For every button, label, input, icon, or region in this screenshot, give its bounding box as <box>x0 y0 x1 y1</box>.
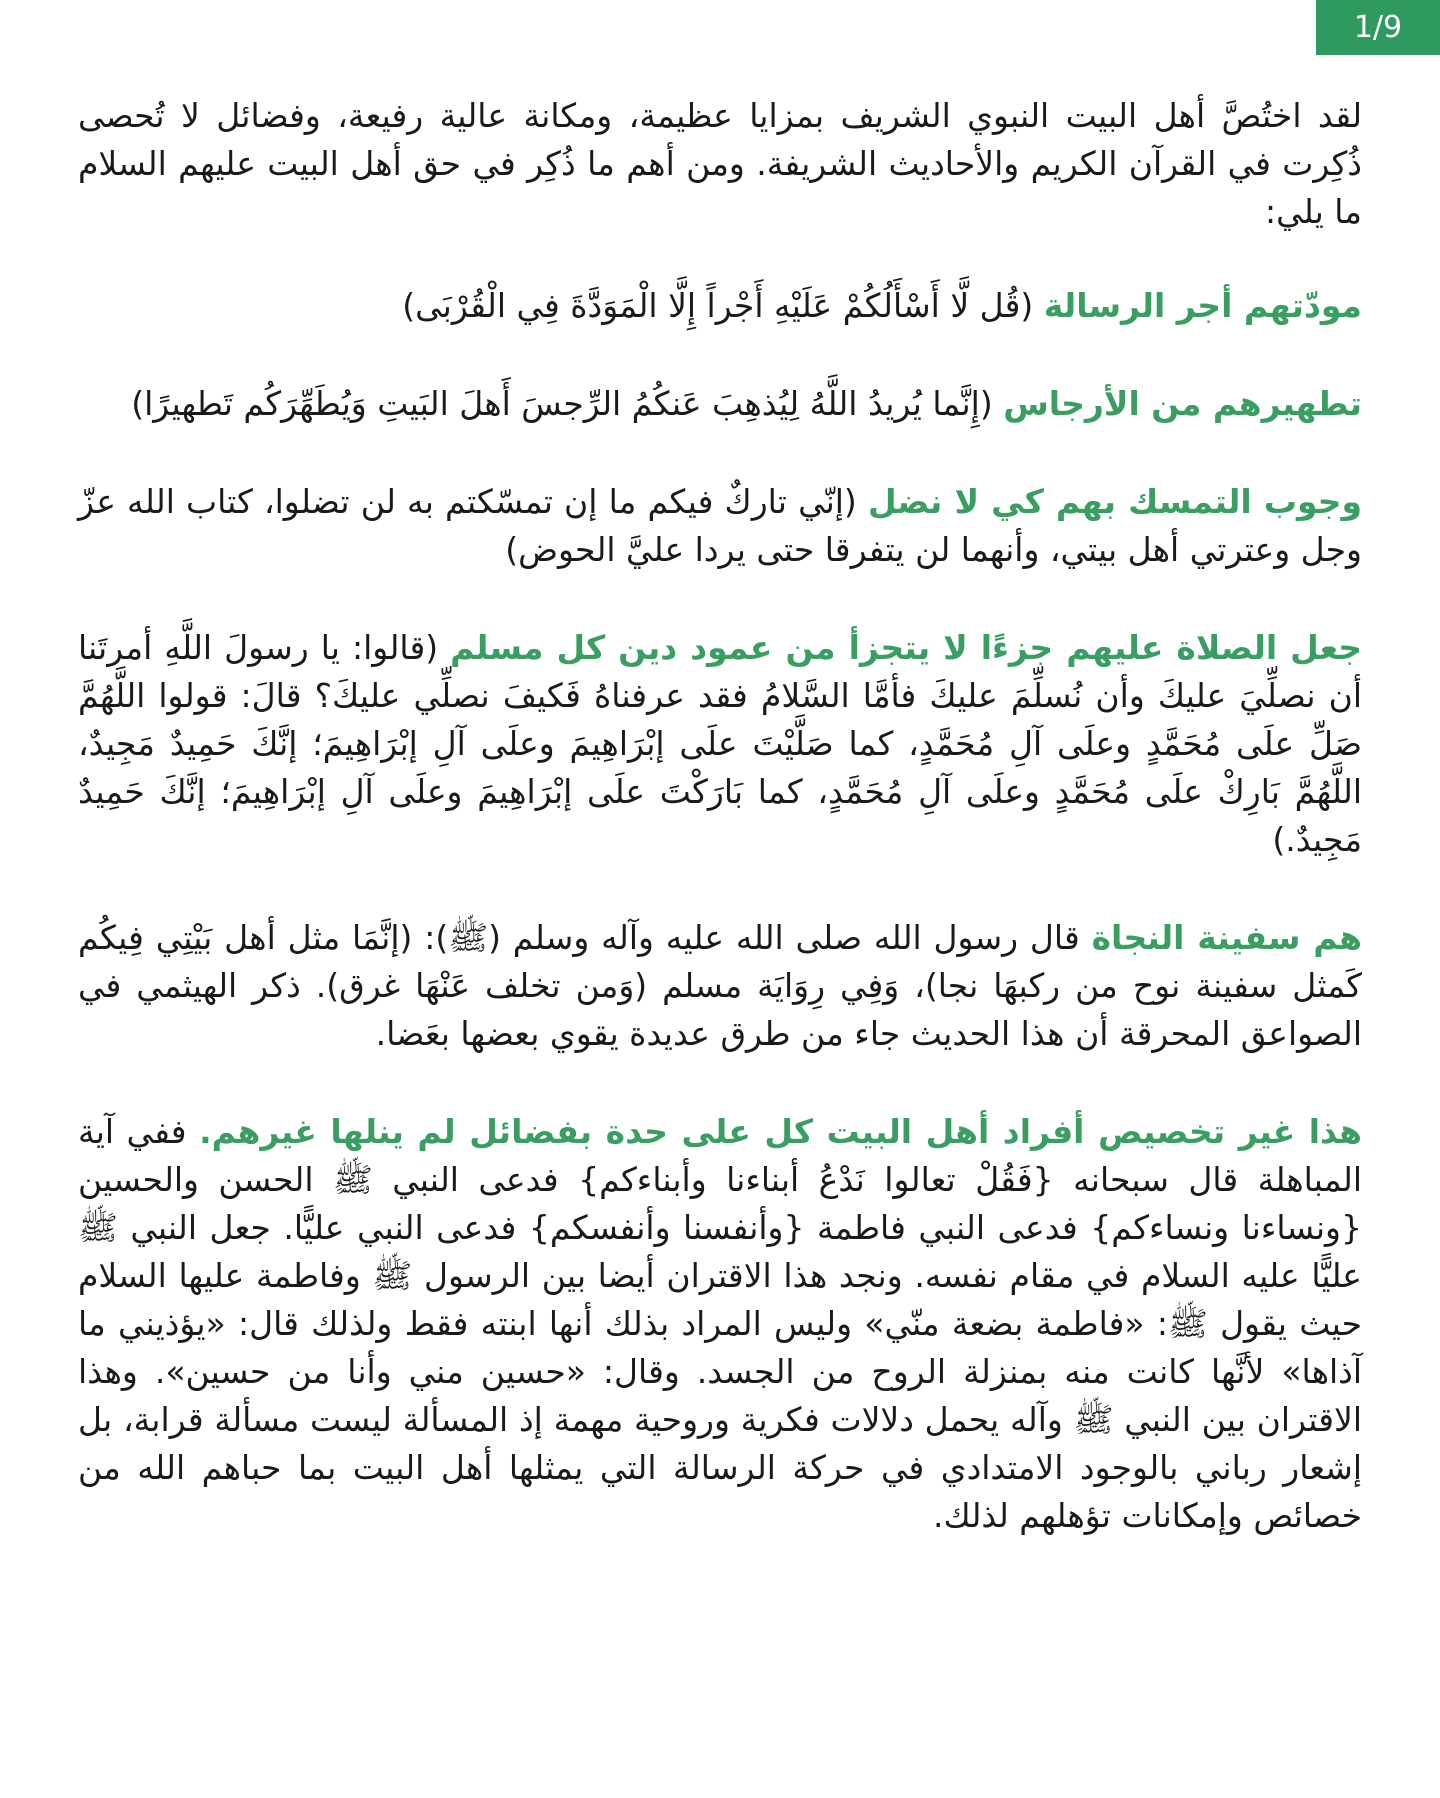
page-indicator-badge: 1/9 <box>1316 0 1440 55</box>
section-safina <box>78 914 1362 1058</box>
document-body <box>78 92 1362 1590</box>
section-heading: تطهيرهم من الأرجاس <box>1003 384 1362 423</box>
section-body: (إِنَّما يُريدُ اللَّهُ لِيُذهِبَ عَنكُمُ الرِّجسَ أَهلَ البَيتِ وَيُطَهِّرَكُم تَطهيرًا) <box>131 384 1004 423</box>
section-tatheer <box>78 380 1362 428</box>
section-body: ففي آية المباهلة قال سبحانه {فَقُلْ تعالوا نَدْعُ أبناءنا وأبناءكم} فدعى النبي ﷺ الحسن والحسين {ونساءنا ونساءكم} فدعى النبي فاطمة {وأنفسنا وأنفسكم} فدعى النبي عليًّا. جعل النبي ﷺ عليًّا عليه السلام في مقام نفسه. ونجد هذا الاقتران أيضا بين الرسول ﷺ وفاطمة عليها السلام حيث يقول ﷺ: «فاطمة بضعة منّي» وليس المراد بذلك أنها ابنته فقط ولذلك قال: «يؤذيني ما آذاها» لأنَّها كانت منه بمنزلة الروح من الجسد. وقال: «حسين مني وأنا من حسين». وهذا الاقتران بين النبي ﷺ وآله يحمل دلالات فكرية وروحية مهمة إذ المسألة ليست مسألة قرابة، بل إشعار رباني بالوجود الامتدادي في حركة الرسالة التي يمثلها أهل البيت بما حباهم الله من خصائص وإمكانات تؤهلهم لذلك. <box>78 1112 1362 1535</box>
section-mawadda <box>78 282 1362 330</box>
section-tamassuk <box>78 478 1362 574</box>
section-heading: وجوب التمسك بهم كي لا نضل <box>867 482 1363 521</box>
section-body: (قالوا: يا رسولَ اللَّهِ أمرتَنا أن نصلِّيَ عليكَ وأن نُسلِّمَ عليكَ فأمَّا السَّلامُ فقد عرفناهُ فَكيفَ نصلِّي عليكَ؟ قالَ: قولوا اللَّهُمَّ صَلِّ علَى مُحَمَّدٍ وعلَى آلِ مُحَمَّدٍ، كما صَلَّيْتَ علَى إبْرَاهِيمَ وعلَى آلِ إبْرَاهِيمَ؛ إنَّكَ حَمِيدٌ مَجِيدٌ، اللَّهُمَّ بَارِكْ علَى مُحَمَّدٍ وعلَى آلِ مُحَمَّدٍ، كما بَارَكْتَ علَى إبْرَاهِيمَ وعلَى آلِ إبْرَاهِيمَ؛ إنَّكَ حَمِيدٌ مَجِيدٌ.) <box>78 628 1362 859</box>
section-heading: هذا غير تخصيص أفراد أهل البيت كل على حدة بفضائل لم ينلها غيرهم. <box>199 1112 1363 1151</box>
section-body: قال رسول الله صلى الله عليه وآله وسلم (ﷺ): (إنَّمَا مثل أهل بَيْتِي فِيكُم كَمثل سفينة نوح من ركبهَا نجا)، وَفِي رِوَايَة مسلم (وَمن تخلف عَنْهَا غرق). ذكر الهيثمي في الصواعق المحرقة أن هذا الحديث جاء من طرق عديدة يقوي بعضها بعَضا. <box>78 918 1362 1053</box>
section-heading: هم سفينة النجاة <box>1091 918 1362 957</box>
section-heading: مودّتهم أجر الرسالة <box>1043 286 1362 325</box>
intro-paragraph: لقد اختُصَّ أهل البيت النبوي الشريف بمزايا عظيمة، ومكانة عالية رفيعة، وفضائل لا تُحصى ذُكِرت في القرآن الكريم والأحاديث الشريفة. ومن أهم ما ذُكِر في حق أهل البيت عليهم السلام ما يلي: <box>78 96 1362 231</box>
section-salat <box>78 624 1362 864</box>
section-heading: جعل الصلاة عليهم جزءًا لا يتجزأ من عمود دين كل مسلم <box>450 628 1363 667</box>
section-body: (إنّي تاركٌ فيكم ما إن تمسّكتم به لن تضلوا، كتاب الله عزّ وجل وعترتي أهل بيتي، وأنهما لن يتفرقا حتى يردا عليَّ الحوض) <box>78 482 1362 569</box>
section-body: (قُل لَّا أَسْأَلُكُمْ عَلَيْهِ أَجْراً إِلَّا الْمَوَدَّةَ فِي الْقُرْبَى) <box>402 286 1044 325</box>
section-takhsis <box>78 1108 1362 1540</box>
